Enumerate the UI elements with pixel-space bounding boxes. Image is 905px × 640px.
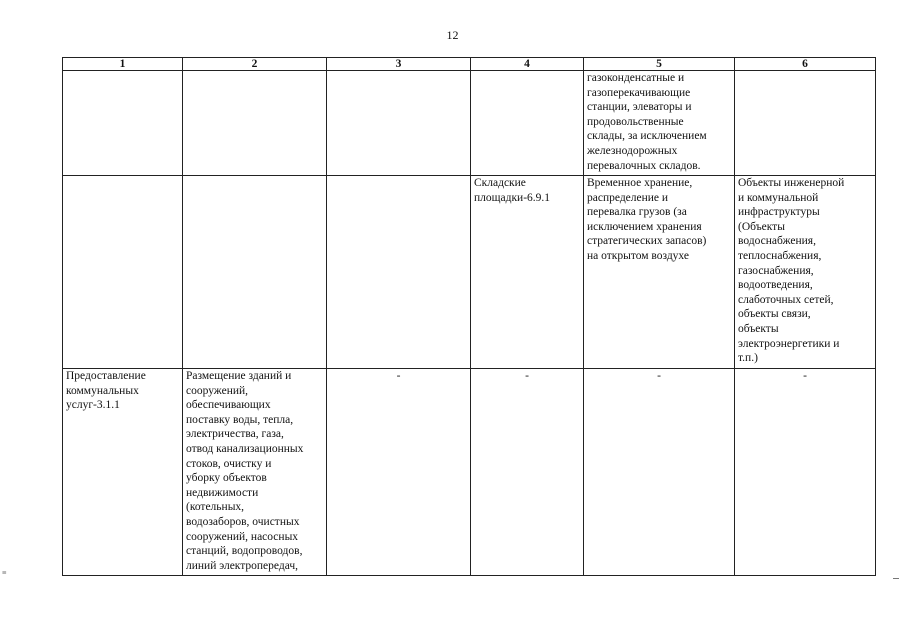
table-cell: Временное хранение, распределение и перевалка грузов (за исключением хранения стратегических запасов) на открытом воздухе (584, 176, 735, 369)
table-row (63, 369, 876, 576)
table-cell: Размещение зданий и сооружений, обеспечивающих поставку воды, тепла, электричества, газа, отвод канализационных стоков, очистку и уборку объектов недвижимости (котельных, водозаборов, очистных сооружений, насосных станций, водопроводов, линий электропередач, (183, 369, 327, 576)
table-row (63, 71, 876, 176)
table-cell (183, 71, 327, 176)
zoning-table (62, 57, 876, 576)
table-cell-dash: - (735, 369, 876, 576)
table-cell: Предоставление коммунальных услуг-3.1.1 (63, 369, 183, 576)
table-cell-dash: - (471, 369, 584, 576)
margin-tick (893, 578, 899, 579)
table-cell (327, 176, 471, 369)
table-cell (327, 71, 471, 176)
table-cell (63, 71, 183, 176)
table-cell (735, 71, 876, 176)
table-cell (63, 176, 183, 369)
table-header-row (63, 58, 876, 71)
margin-mark: ≡ (2, 568, 7, 577)
table-cell-dash: - (584, 369, 735, 576)
column-header-5: 5 (584, 58, 735, 71)
table-cell-dash: - (327, 369, 471, 576)
column-header-1: 1 (63, 58, 183, 71)
column-header-6: 6 (735, 58, 876, 71)
column-header-4: 4 (471, 58, 584, 71)
table-cell: газоконденсатные и газоперекачивающие станции, элеваторы и продовольственные склады, за исключением железнодорожных перевалочных складов. (584, 71, 735, 176)
column-header-3: 3 (327, 58, 471, 71)
table-cell (183, 176, 327, 369)
table-cell: Объекты инженерной и коммунальной инфраструктуры (Объекты водоснабжения, теплоснабжения, газоснабжения, водоотведения, слаботочных сетей, объекты связи, объекты электроэнергетики и т.п.) (735, 176, 876, 369)
table-cell (471, 71, 584, 176)
table-cell: Складские площадки-6.9.1 (471, 176, 584, 369)
column-header-2: 2 (183, 58, 327, 71)
table-row (63, 176, 876, 369)
page-number: 12 (446, 28, 459, 42)
